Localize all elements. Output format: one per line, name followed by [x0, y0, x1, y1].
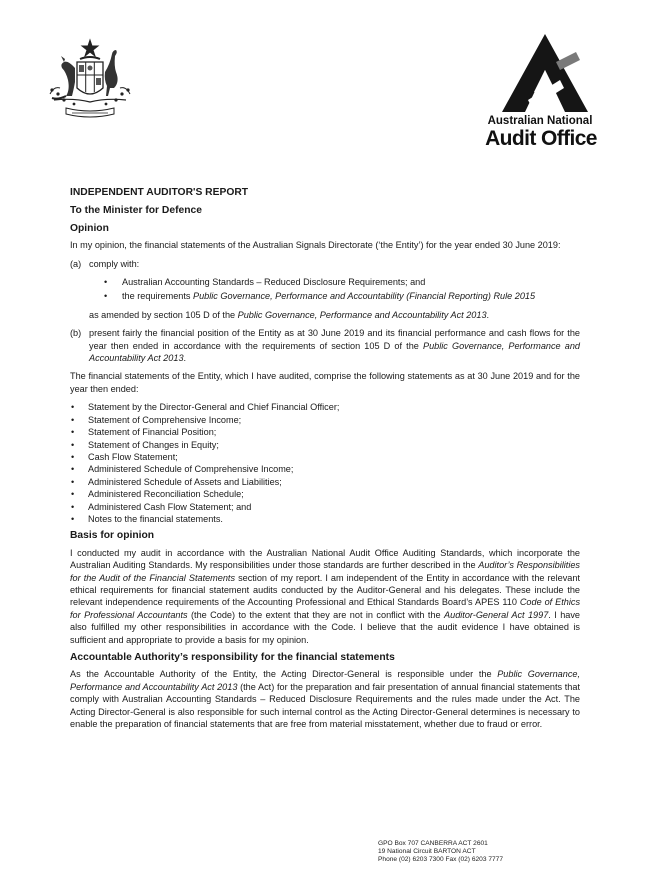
item-b-text: present fairly the financial position of the Entity as at 30 June 2019 and its financial performance and cash flows for the year then ended in accordance with the requirements of section 105 D of the Public Governance, Performance and Accountability Act 2013. [89, 328, 580, 364]
statements-intro: The financial statements of the Entity, which I have audited, comprise the following statements as at 30 June 2019 and for the year then ended: [70, 371, 580, 394]
list-item: • Statement of Financial Position; [70, 426, 580, 438]
list-item: • Administered Schedule of Comprehensive Income; [70, 463, 580, 475]
list-item: • Statement of Comprehensive Income; [70, 414, 580, 426]
basis-paragraph: I conducted my audit in accordance with the Australian National Audit Office Auditing Standards, which incorporate the Australian Auditing Standards. My responsibilities under those standards are further described in the Auditor’s Responsibilities for the Audit of the Financial Statements section of my report. I am independent of the Entity in accordance with the relevant ethical requirements for financial statement audits conducted by the Auditor-General and his delegates. These include the relevant independence requirements of the Accounting Professional and Ethical Standards Board’s APES 110 Code of Ethics for Professional Accountants (the Code) to the extent that they are not in conflict with the Auditor-General Act 1997. I have also fulfilled my other responsibilities in accordance with the Code. I believe that the audit evidence I have obtained is sufficient and appropriate to provide a basis for my opinion. [70, 547, 581, 645]
list-item: • Cash Flow Statement; [70, 451, 580, 463]
logo-line-2: Audit Office [485, 127, 597, 150]
list-item: • Administered Reconciliation Schedule; [70, 488, 580, 500]
list-item: • Administered Cash Flow Statement; and [70, 501, 580, 513]
opinion-heading: Opinion [70, 222, 109, 234]
address-line: 19 National Circuit BARTON ACT [378, 848, 476, 855]
coat-of-arms-icon [44, 38, 136, 122]
address-line: Phone (02) 6203 7300 Fax (02) 6203 7777 [378, 856, 504, 863]
item-b-label: (b) [70, 328, 82, 339]
item-a-label: (a) [70, 258, 82, 269]
item-a-text: comply with: [89, 258, 140, 269]
list-item: • Administered Schedule of Assets and Liabilities; [70, 476, 580, 488]
opinion-intro: In my opinion, the financial statements of the Australian Signals Directorate (‘the Entity’) for the year ended 30 June 2019: [70, 240, 561, 251]
opinion-item-b [70, 327, 580, 364]
compliance-list [70, 276, 580, 303]
basis-heading: Basis for opinion [70, 530, 155, 542]
report-title: INDEPENDENT AUDITOR'S REPORT [70, 187, 249, 198]
addressee: To the Minister for Defence [70, 205, 202, 217]
anao-logo [476, 34, 606, 152]
list-item: • Statement by the Director-General and Chief Financial Officer; [70, 401, 580, 413]
list-item: • Notes to the financial statements. [70, 513, 580, 525]
report-body [70, 187, 580, 736]
opinion-item-a [70, 258, 580, 270]
responsibility-heading: Accountable Authority’s responsibility for the financial statements [70, 652, 395, 663]
statements-list [70, 401, 580, 525]
address-line: GPO Box 707 CANBERRA ACT 2601 [378, 840, 488, 847]
logo-line-1: Australian National [487, 115, 593, 127]
list-item: • Australian Accounting Standards – Reduced Disclosure Requirements; and [104, 276, 580, 288]
amended-note: as amended by section 105 D of the Public Governance, Performance and Accountability Act 2013. [89, 309, 490, 320]
footer-address [378, 840, 578, 864]
anao-logo-icon [498, 34, 588, 112]
list-item: • Statement of Changes in Equity; [70, 439, 580, 451]
responsibility-paragraph: As the Accountable Authority of the Entity, the Acting Director-General is responsible under the Public Governance, Performance and Accountability Act 2013 (the Act) for the preparation and fair presentation of annual financial statements that comply with Australian Accounting Standards – Reduced Disclosure Requirements and the rules made under the Act. The Acting Director-General is also responsible for such internal control as the Acting Director-General determines is necessary to enable the preparation of financial statements that are free from material misstatement, whether due to fraud or error. [70, 669, 580, 730]
list-item: • the requirements Public Governance, Performance and Accountability (Financial Reporting) Rule 2015 [104, 290, 580, 302]
